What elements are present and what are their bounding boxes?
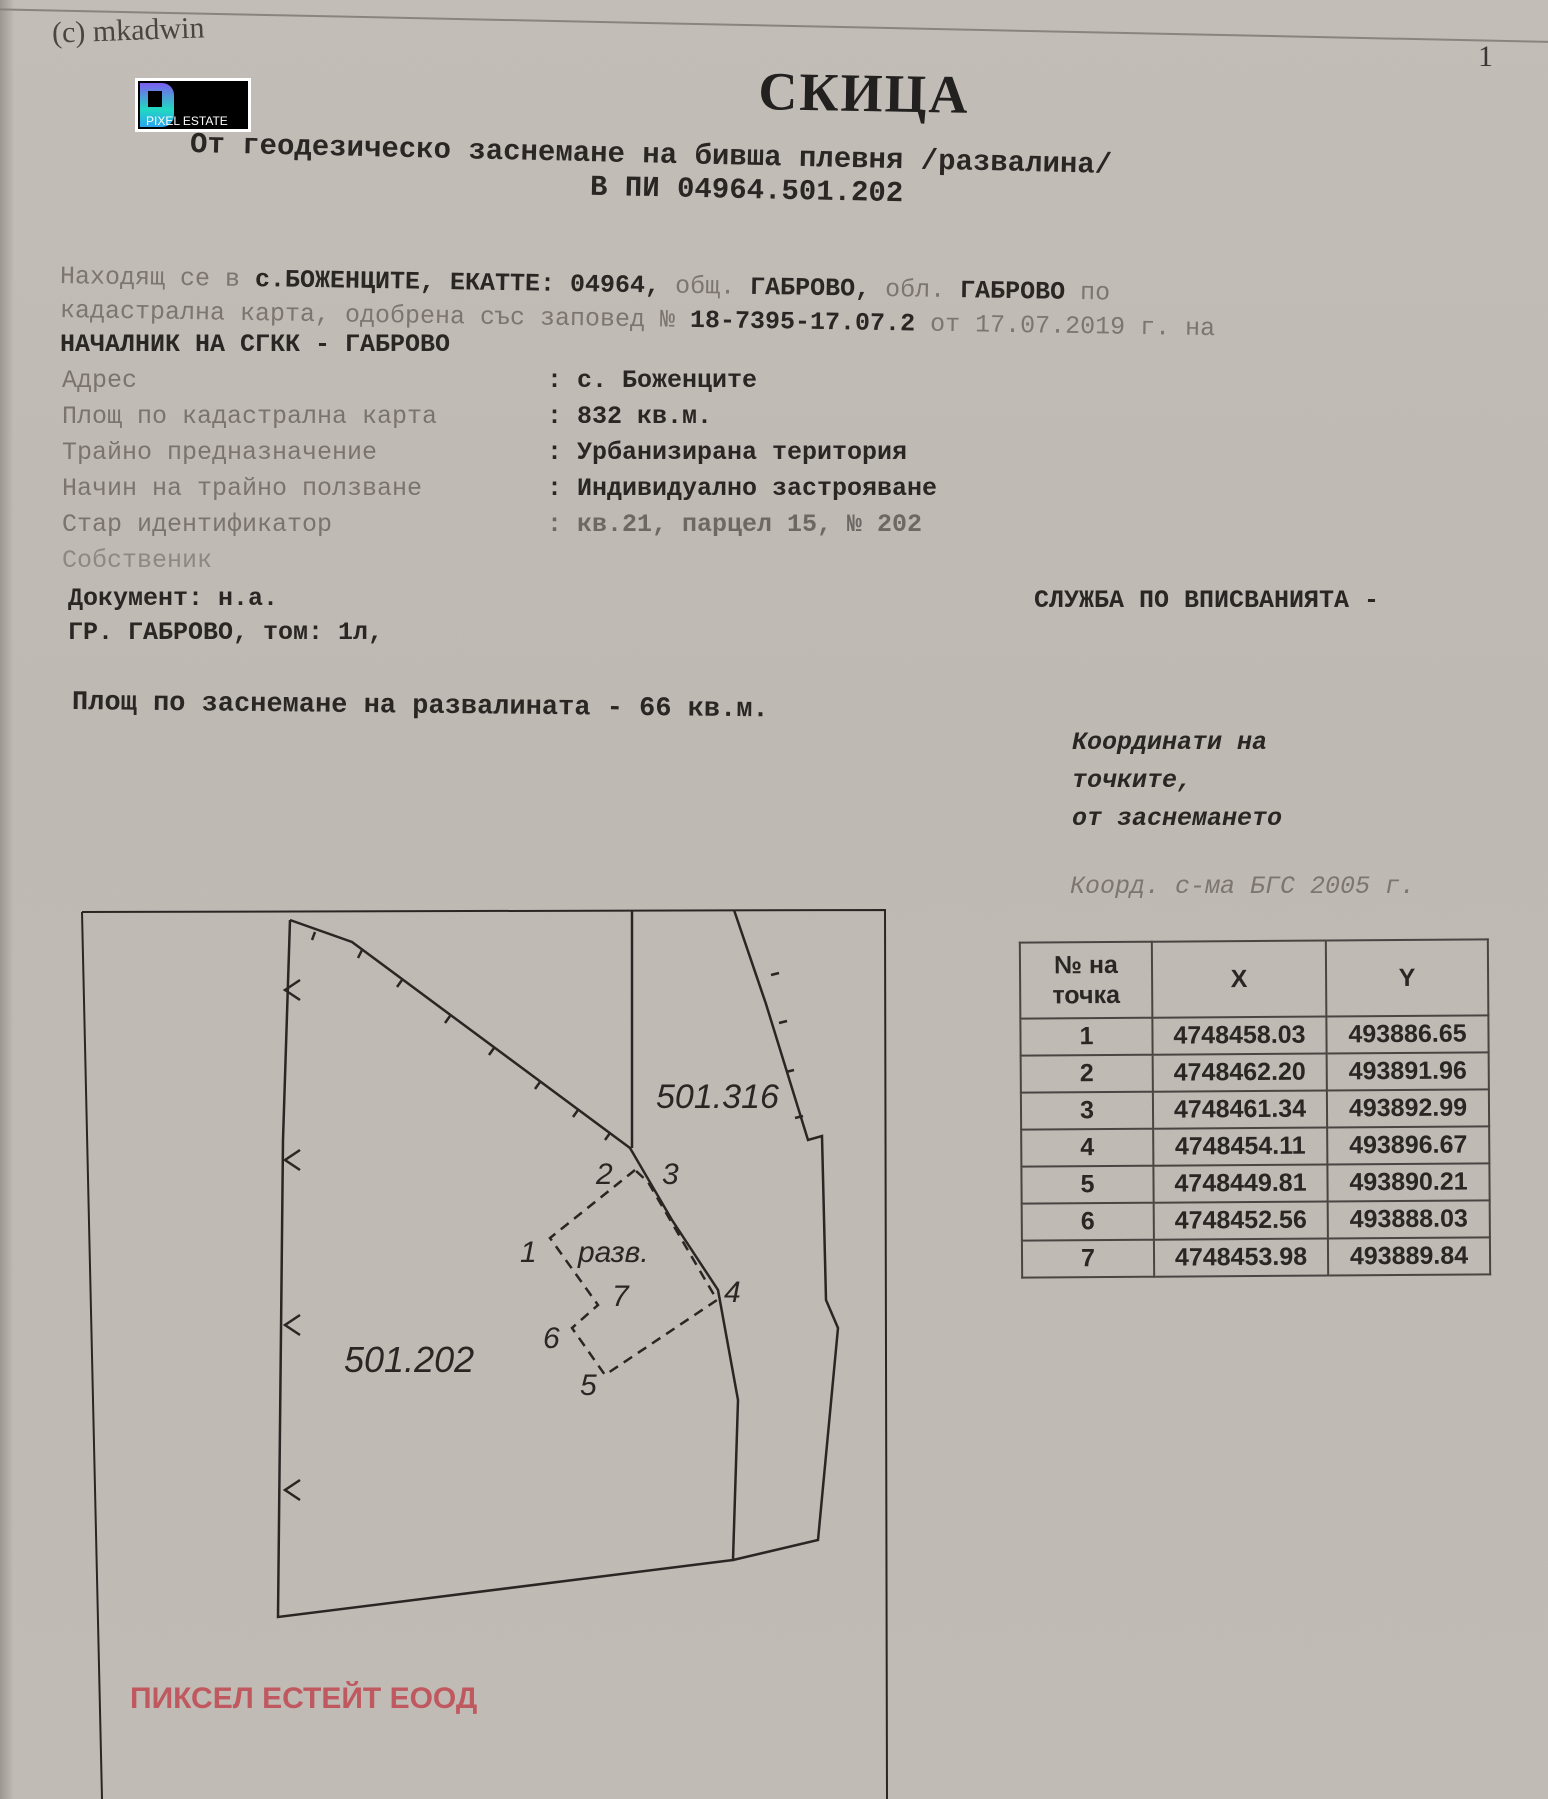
property-value: : с. Боженците (547, 366, 758, 395)
property-key: Трайно предназначение (62, 438, 378, 467)
point-label-1: 1 (520, 1236, 537, 1269)
coordinate-system: Коорд. с-ма БГС 2005 г. (1070, 872, 1416, 901)
point-label-7: 7 (612, 1280, 629, 1313)
main-parcel-label: 501.202 (344, 1339, 475, 1380)
parcel-id-heading: В ПИ 04964.501.202 (589, 170, 904, 211)
document-title: СКИЦА (757, 61, 971, 125)
heading-line: Координати на (1072, 728, 1268, 757)
page-number: 1 (1478, 40, 1493, 73)
document-label: Документ: н.а. (68, 584, 279, 613)
text: кадастрална карта, одобрена със заповед № (59, 296, 691, 335)
property-key: Начин на трайно ползване (62, 474, 423, 503)
text: по (1064, 277, 1111, 308)
point-number: 1 (1020, 1018, 1152, 1056)
neighbor-parcel-label: 501.316 (656, 1078, 779, 1116)
order-number: 18-7395-17.07.2 (689, 305, 916, 339)
x-value: 4748453.98 (1154, 1238, 1328, 1276)
document-line-2: ГР. ГАБРОВО, том: 1л, (68, 618, 384, 647)
property-value: : кв.21, парцел 15, № 202 (547, 510, 923, 539)
x-value: 4748462.20 (1153, 1053, 1327, 1091)
x-value: 4748449.81 (1153, 1164, 1327, 1202)
company-watermark: ПИКСЕЛ ЕСТЕЙТ ЕООД (130, 1682, 478, 1715)
property-value: : Урбанизирана територия (547, 438, 908, 467)
column-header-point: № на точка (1020, 942, 1153, 1019)
text: обл. (869, 274, 961, 306)
property-key: Собственик (62, 546, 213, 575)
copyright-label: (c) mkadwin (51, 11, 205, 50)
ruin-label: разв. (578, 1236, 649, 1269)
point-number: 4 (1021, 1129, 1153, 1167)
y-value: 493890.21 (1327, 1163, 1489, 1201)
x-value: 4748454.11 (1153, 1127, 1327, 1165)
y-value: 493896.67 (1327, 1126, 1489, 1164)
property-key: Адрес (62, 366, 138, 395)
document-subtitle: От геодезическо заснемане на бивша плевня /развалина/ (189, 128, 1113, 182)
x-value: 4748452.56 (1154, 1201, 1328, 1239)
property-key: Площ по кадастрална карта (62, 402, 438, 431)
municipality: ГАБРОВО, (749, 272, 871, 304)
text: г. на (1124, 312, 1216, 344)
logo-text: PIXEL ESTATE (146, 114, 228, 128)
point-label-3: 3 (662, 1158, 679, 1191)
point-number: 7 (1022, 1240, 1154, 1278)
y-value: 493888.03 (1328, 1200, 1490, 1238)
property-value: : Индивидуално застрояване (547, 474, 938, 503)
location-line-3: НАЧАЛНИК НА СГКК - ГАБРОВО (60, 330, 451, 359)
y-value: 493886.65 (1326, 1015, 1488, 1053)
text: Находящ се в (59, 262, 256, 295)
property-key: Стар идентификатор (62, 510, 333, 539)
point-label-4: 4 (724, 1276, 741, 1309)
document-issuer: СЛУЖБА ПО ВПИСВАНИЯТА - (1034, 586, 1380, 615)
property-value: : 832 кв.м. (547, 402, 713, 431)
ruin-area: Площ по заснемане на развалината - 66 кв.м. (71, 688, 769, 726)
x-value: 4748461.34 (1153, 1090, 1327, 1128)
point-number: 6 (1022, 1203, 1154, 1241)
point-label-6: 6 (543, 1322, 560, 1355)
heading-line: от заснемането (1072, 804, 1283, 833)
column-header-x: X (1152, 941, 1327, 1018)
column-header-y: Y (1326, 939, 1489, 1016)
text: от (914, 309, 976, 340)
point-number: 3 (1021, 1092, 1153, 1130)
x-value: 4748458.03 (1152, 1016, 1326, 1054)
text: общ. (659, 271, 751, 302)
heading-line: точките, (1072, 766, 1193, 795)
order-date: 17.07.2019 (974, 310, 1126, 342)
point-label-2: 2 (596, 1158, 613, 1191)
y-value: 493891.96 (1327, 1052, 1489, 1090)
point-number: 5 (1021, 1166, 1153, 1204)
point-label-5: 5 (580, 1369, 597, 1402)
village: с.БОЖЕНЦИТЕ, ЕКАТТЕ: 04964, (254, 265, 661, 301)
point-number: 2 (1021, 1055, 1153, 1093)
y-value: 493889.84 (1328, 1237, 1490, 1275)
y-value: 493892.99 (1327, 1089, 1489, 1127)
region: ГАБРОВО (959, 276, 1066, 307)
